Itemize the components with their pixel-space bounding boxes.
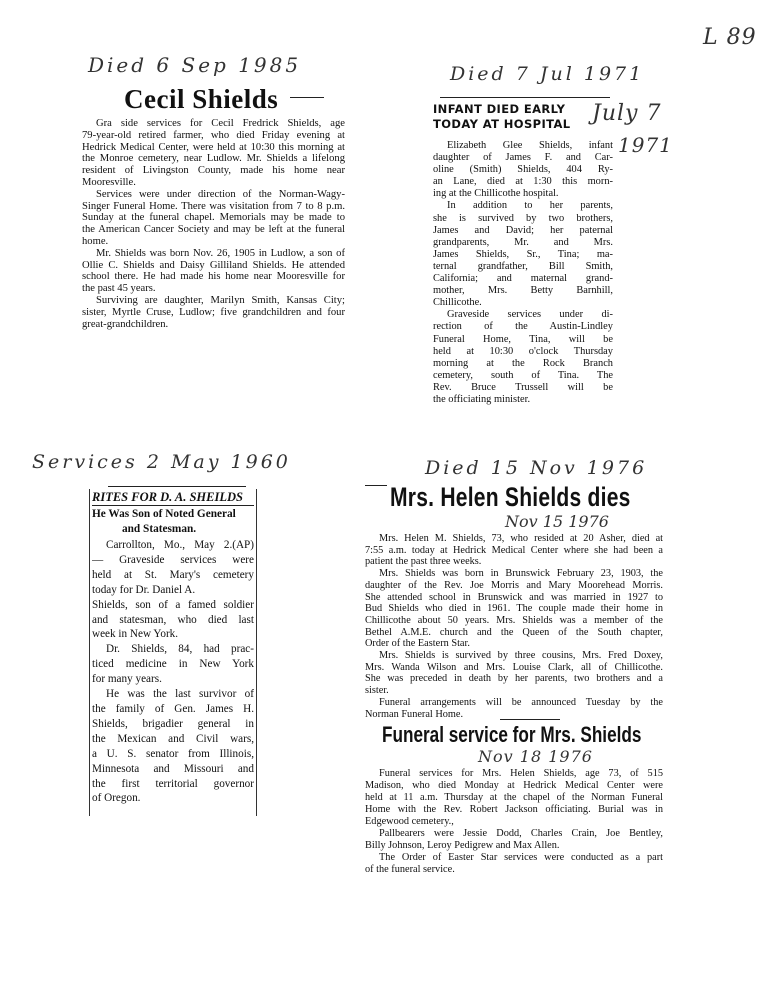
article-text-line: Hedrick Medical Center, were held at 10:30 this morning at — [82, 141, 345, 153]
article-text-line: ing at the Chillicothe hospital. — [433, 188, 559, 200]
article-text-line: she is survived by two brothers, — [433, 212, 613, 224]
article-text-line: Shields, son of a famed soldier — [92, 598, 254, 611]
article-text-line: Home with the Rev. Robert Jackson officiating. Burial was in — [365, 804, 663, 815]
article-text-line: In addition to her parents, — [447, 200, 613, 212]
article-text-line: — Graveside services were — [92, 553, 254, 566]
article-text-line: Minnesota and Missouri and — [92, 762, 254, 775]
handwritten-date-annotation: July 7 — [592, 101, 662, 126]
article-text-line: Mrs. Helen M. Shields, 73, who resided at 20 Asher, died at — [379, 533, 663, 544]
article-text-line: grandparents, Mr. and Mrs. — [433, 236, 613, 248]
article-text-line: Elizabeth Glee Shields, infant — [447, 140, 613, 151]
article-text-line: 79-year-old retired farmer, who died Friday evening at — [82, 129, 345, 141]
divider — [365, 485, 387, 486]
divider — [290, 97, 324, 98]
article-text-line: held at 11 a.m. Thursday at the chapel of the Norman Funeral — [365, 792, 663, 803]
article-text-line: California; and maternal grand- — [433, 273, 613, 285]
article-text-line: Mrs. Shields is survived by three cousins, Mrs. Fred Doxey, — [379, 650, 663, 662]
divider — [440, 97, 610, 98]
article-text-line: held at St. Mary's cemetery — [92, 568, 254, 581]
headline-line: TODAY AT HOSPITAL — [433, 117, 571, 131]
article-text-line: Rev. Bruce Trussell will be — [433, 381, 613, 393]
handwritten-date-annotation: Nov 15 1976 — [505, 512, 609, 531]
article-text-line: the first territorial governor — [92, 777, 254, 790]
article-text-line: Funeral Home, Tina, will be — [433, 333, 613, 345]
handwritten-date-annotation: Services 2 May 1960 — [32, 451, 291, 473]
article-text-line: home. — [82, 235, 109, 247]
article-headline — [433, 102, 571, 132]
article-text-line: 7:55 a.m. today at Hedrick Medical Center where she had been a — [365, 544, 663, 556]
article-text-line: Shields, brigadier general in — [92, 717, 254, 730]
article-text-line: cemetery, south of Tina. The — [433, 369, 613, 381]
article-text-line: Bethel A.M.E. church and the Queen of the South chapter, — [365, 626, 663, 638]
article-text-line: James and David; her paternal — [433, 224, 613, 236]
article-text-line: Services were under direction of the Norman-Wagy- — [96, 188, 345, 200]
article-text-line: a U. S. senator from Illinois, — [92, 747, 254, 760]
article-text-line: week in New York. — [92, 628, 179, 641]
article-title: RITES FOR D. A. SHEILDS — [92, 490, 243, 504]
article-text-line: resident of Livingston County, made his home near — [82, 165, 345, 177]
article-text-line: Pallbearers were Jessie Dodd, Charles Crain, Joe Bentley, — [379, 828, 663, 839]
article-text-line: the past 45 years. — [82, 283, 156, 295]
article-text-line: Gra side services for Cecil Fredrick Shields, age — [96, 118, 345, 129]
article-text-line: morning at the Rock Branch — [433, 357, 613, 369]
article-subtitle: and Statesman. — [122, 523, 197, 535]
article-text-line: Surviving are daughter, Marilyn Smith, Kansas City; — [96, 294, 345, 306]
handwritten-date-annotation: Nov 18 1976 — [478, 747, 593, 766]
article-text-line: The Order of Easter Star services were conducted as a part — [379, 852, 663, 863]
page-reference-annotation: L 89 — [703, 25, 757, 50]
article-text-line: She was preceded in death by her parents, two brothers and a — [365, 673, 663, 685]
article-text-line: Carrollton, Mo., May 2.(AP) — [106, 539, 254, 551]
article-text-line: Mrs. Wanda Wilson and Mrs. Louise Clark, all of Chillicothe. — [365, 661, 663, 673]
article-text-line: She attended school in Brunswick and was married in 1927 to — [365, 591, 663, 603]
article-body — [82, 118, 345, 330]
article-text-line: Funeral services for Mrs. Helen Shields, age 73, of 515 — [379, 768, 663, 779]
article-subtitle: He Was Son of Noted General — [92, 508, 236, 520]
article-text-line: mother, Mrs. Betty Barnhill, — [433, 285, 613, 297]
article-body — [365, 533, 663, 720]
article-text-line: and statesman, who died last — [92, 613, 254, 626]
article-text-line: Sunday at the funeral chapel. Memorials may be made to — [82, 212, 345, 224]
article-text-line: for many years. — [92, 673, 162, 686]
article-text-line: school there. He had made his home near Mooresville for — [82, 271, 345, 283]
divider — [500, 719, 560, 720]
article-text-line: Chillicothe about 50 years. Mrs. Shields was a member of the — [365, 614, 663, 626]
article-text-line: Order of the Eastern Star. — [365, 638, 470, 650]
article-body — [92, 538, 254, 806]
handwritten-date-annotation: Died 15 Nov 1976 — [425, 457, 648, 479]
article-text-line: the officiating minister. — [433, 393, 531, 405]
article-text-line: Billy Johnson, Leroy Pedigrew and Max Allen. — [365, 840, 560, 851]
article-text-line: sister. — [365, 685, 389, 697]
article-text-line: Norman Funeral Home. — [365, 708, 464, 720]
article-text-line: today for Dr. Daniel A. — [92, 583, 196, 596]
article-title: Cecil Shields — [124, 84, 279, 114]
article-text-line: rection of the Austin-Lindley — [433, 321, 613, 333]
article-text-line: Mr. Shields was born Nov. 26, 1905 in Ludlow, a son of — [96, 247, 345, 259]
article-text-line: held at 10:30 o'clock Thursday — [433, 345, 613, 357]
article-text-line: Mrs. Shields was born in Brunswick February 23, 1903, the — [379, 568, 663, 580]
article-text-line: the Mexican and Civil wars, — [92, 732, 254, 745]
article-text-line: daughter of James F. and Car- — [433, 152, 613, 164]
article-title: Mrs. Helen Shields dies — [390, 482, 631, 512]
article-text-line: Graveside services under di- — [447, 309, 613, 321]
article-body — [365, 768, 663, 876]
divider — [92, 505, 254, 506]
article-text-line: Edgewood cemetery., — [365, 816, 454, 827]
article-text-line: the family of Gen. James H. — [92, 702, 254, 715]
handwritten-year-annotation: 1971 — [618, 133, 673, 157]
article-text-line: Bud Shields who died in 1961. The couple made their home in — [365, 603, 663, 615]
article-text-line: an Lane, died at 1:30 this morn- — [433, 176, 613, 188]
article-text-line: oline (Smith) Shields, 404 Ry- — [433, 164, 613, 176]
article-text-line: James Shields, Sr., Tina; ma- — [433, 248, 613, 260]
article-text-line: ticed medicine in New York — [92, 658, 254, 671]
article-text-line: great-grandchildren. — [82, 318, 169, 330]
article-text-line: patient the past three weeks. — [365, 556, 482, 568]
article-text-line: Ollie C. Shields and Daisy Gilliland Shields. He attended — [82, 259, 345, 271]
article-text-line: daughter of the Rev. Joe Morris and Mary Moorehead Morris. — [365, 579, 663, 591]
handwritten-date-annotation: Died 6 Sep 1985 — [88, 53, 302, 77]
article-body — [433, 140, 613, 406]
article-text-line: Singer Funeral Home. There was visitation from 7 to 8 p.m. — [82, 200, 345, 212]
article-text-line: Mooresville. — [82, 176, 136, 188]
article-text-line: Dr. Shields, 84, had prac- — [106, 643, 254, 656]
article-text-line: ternal grandfather, Bill Smith, — [433, 260, 613, 272]
headline-line: INFANT DIED EARLY — [433, 102, 566, 116]
article-text-line: sister, Myrtle Cruse, Ludlow; five grandchildren and four — [82, 306, 345, 318]
article-text-line: Funeral arrangements will be announced Tuesday by the — [379, 696, 663, 708]
article-text-line: Chillicothe. — [433, 297, 482, 309]
handwritten-date-annotation: Died 7 Jul 1971 — [450, 63, 645, 85]
article-text-line: the American Cancer Society and may be left at the funeral — [82, 224, 345, 236]
article-text-line: of the funeral service. — [365, 864, 455, 875]
divider — [108, 486, 246, 487]
article-title: Funeral service for Mrs. Shields — [382, 722, 642, 747]
article-text-line: He was the last survivor of — [106, 688, 254, 701]
article-text-line: of Oregon. — [92, 792, 141, 805]
article-text-line: the Monroe cemetery, near Ludlow. Mr. Shields a lifelong — [82, 153, 345, 165]
article-text-line: Madison, who died Monday at Hedrick Medical Center were — [365, 780, 663, 791]
